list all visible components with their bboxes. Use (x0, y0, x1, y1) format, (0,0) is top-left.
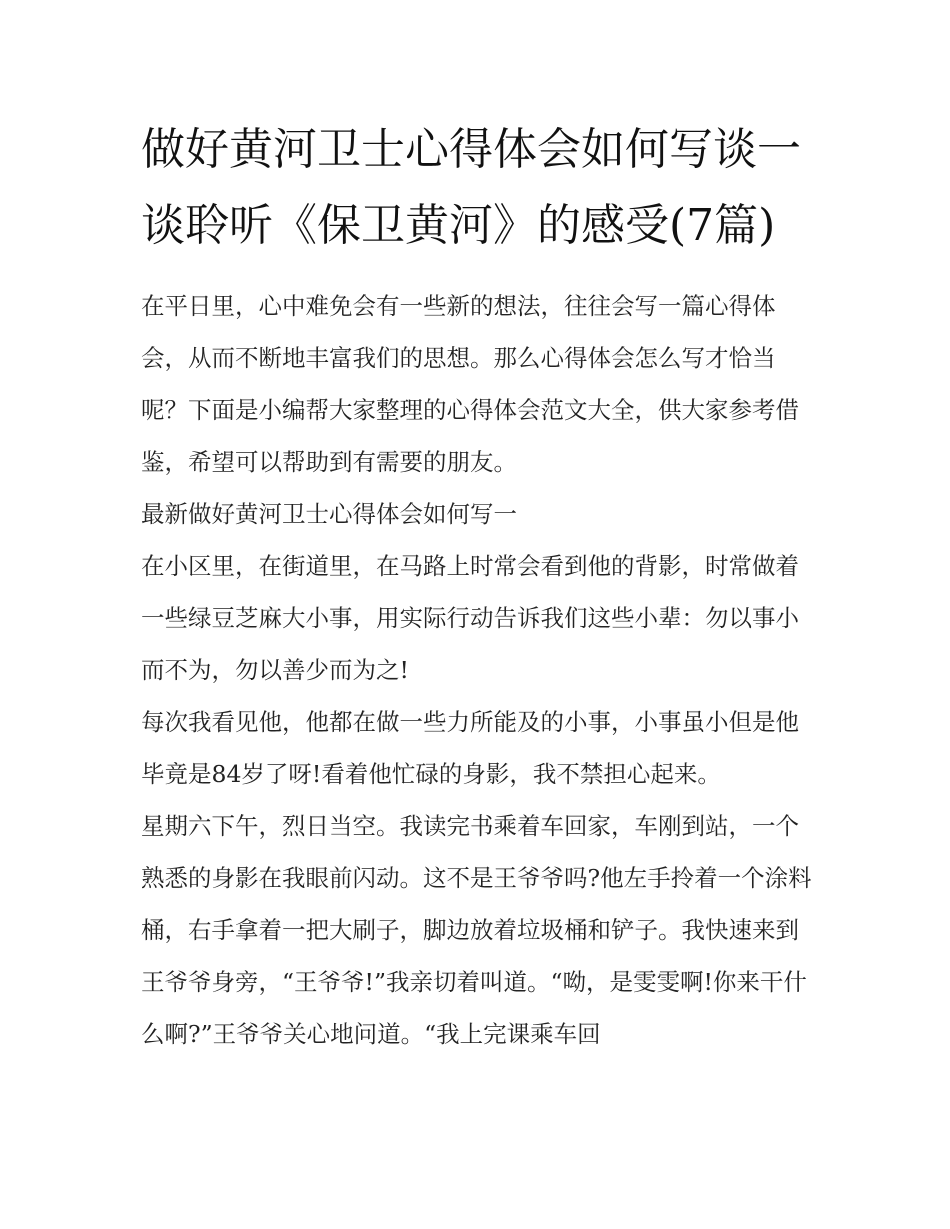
document-body (141, 112, 813, 1060)
section-heading: 最新做好黄河卫士心得体会如何写一 (141, 500, 517, 528)
body-paragraph: 星期六下午，烈日当空。我读完书乘着车回家，车刚到站，一个熟悉的身影在我眼前闪动。这不是王爷爷吗?他左手拎着一个涂料桶，右手拿着一把大刷子，脚边放着垃圾桶和铲子。我快速来到王爷爷身旁，“王爷爷!”我亲切着叫道。“呦，是雯雯啊!你来干什么啊?”王爷爷关心地问道。“我上完课乘车回 (141, 812, 812, 1048)
document-title: 做好黄河卫士心得体会如何写谈一谈聆听《保卫黄河》的感受(7篇) (141, 124, 801, 251)
intro-paragraph: 在平日里，心中难免会有一些新的想法，往往会写一篇心得体会，从而不断地丰富我们的思想。那么心得体会怎么写才恰当呢？下面是小编帮大家整理的心得体会范文大全，供大家参考借鉴，希望可以帮助到有需要的朋友。 (141, 292, 799, 476)
body-paragraph: 每次我看见他，他都在做一些力所能及的小事，小事虽小但是他毕竟是84岁了呀!看着他忙碌的身影，我不禁担心起来。 (141, 708, 799, 788)
body-paragraph: 在小区里，在街道里，在马路上时常会看到他的背影，时常做着一些绿豆芝麻大小事，用实际行动告诉我们这些小辈：勿以事小而不为，勿以善少而为之! (141, 552, 799, 684)
